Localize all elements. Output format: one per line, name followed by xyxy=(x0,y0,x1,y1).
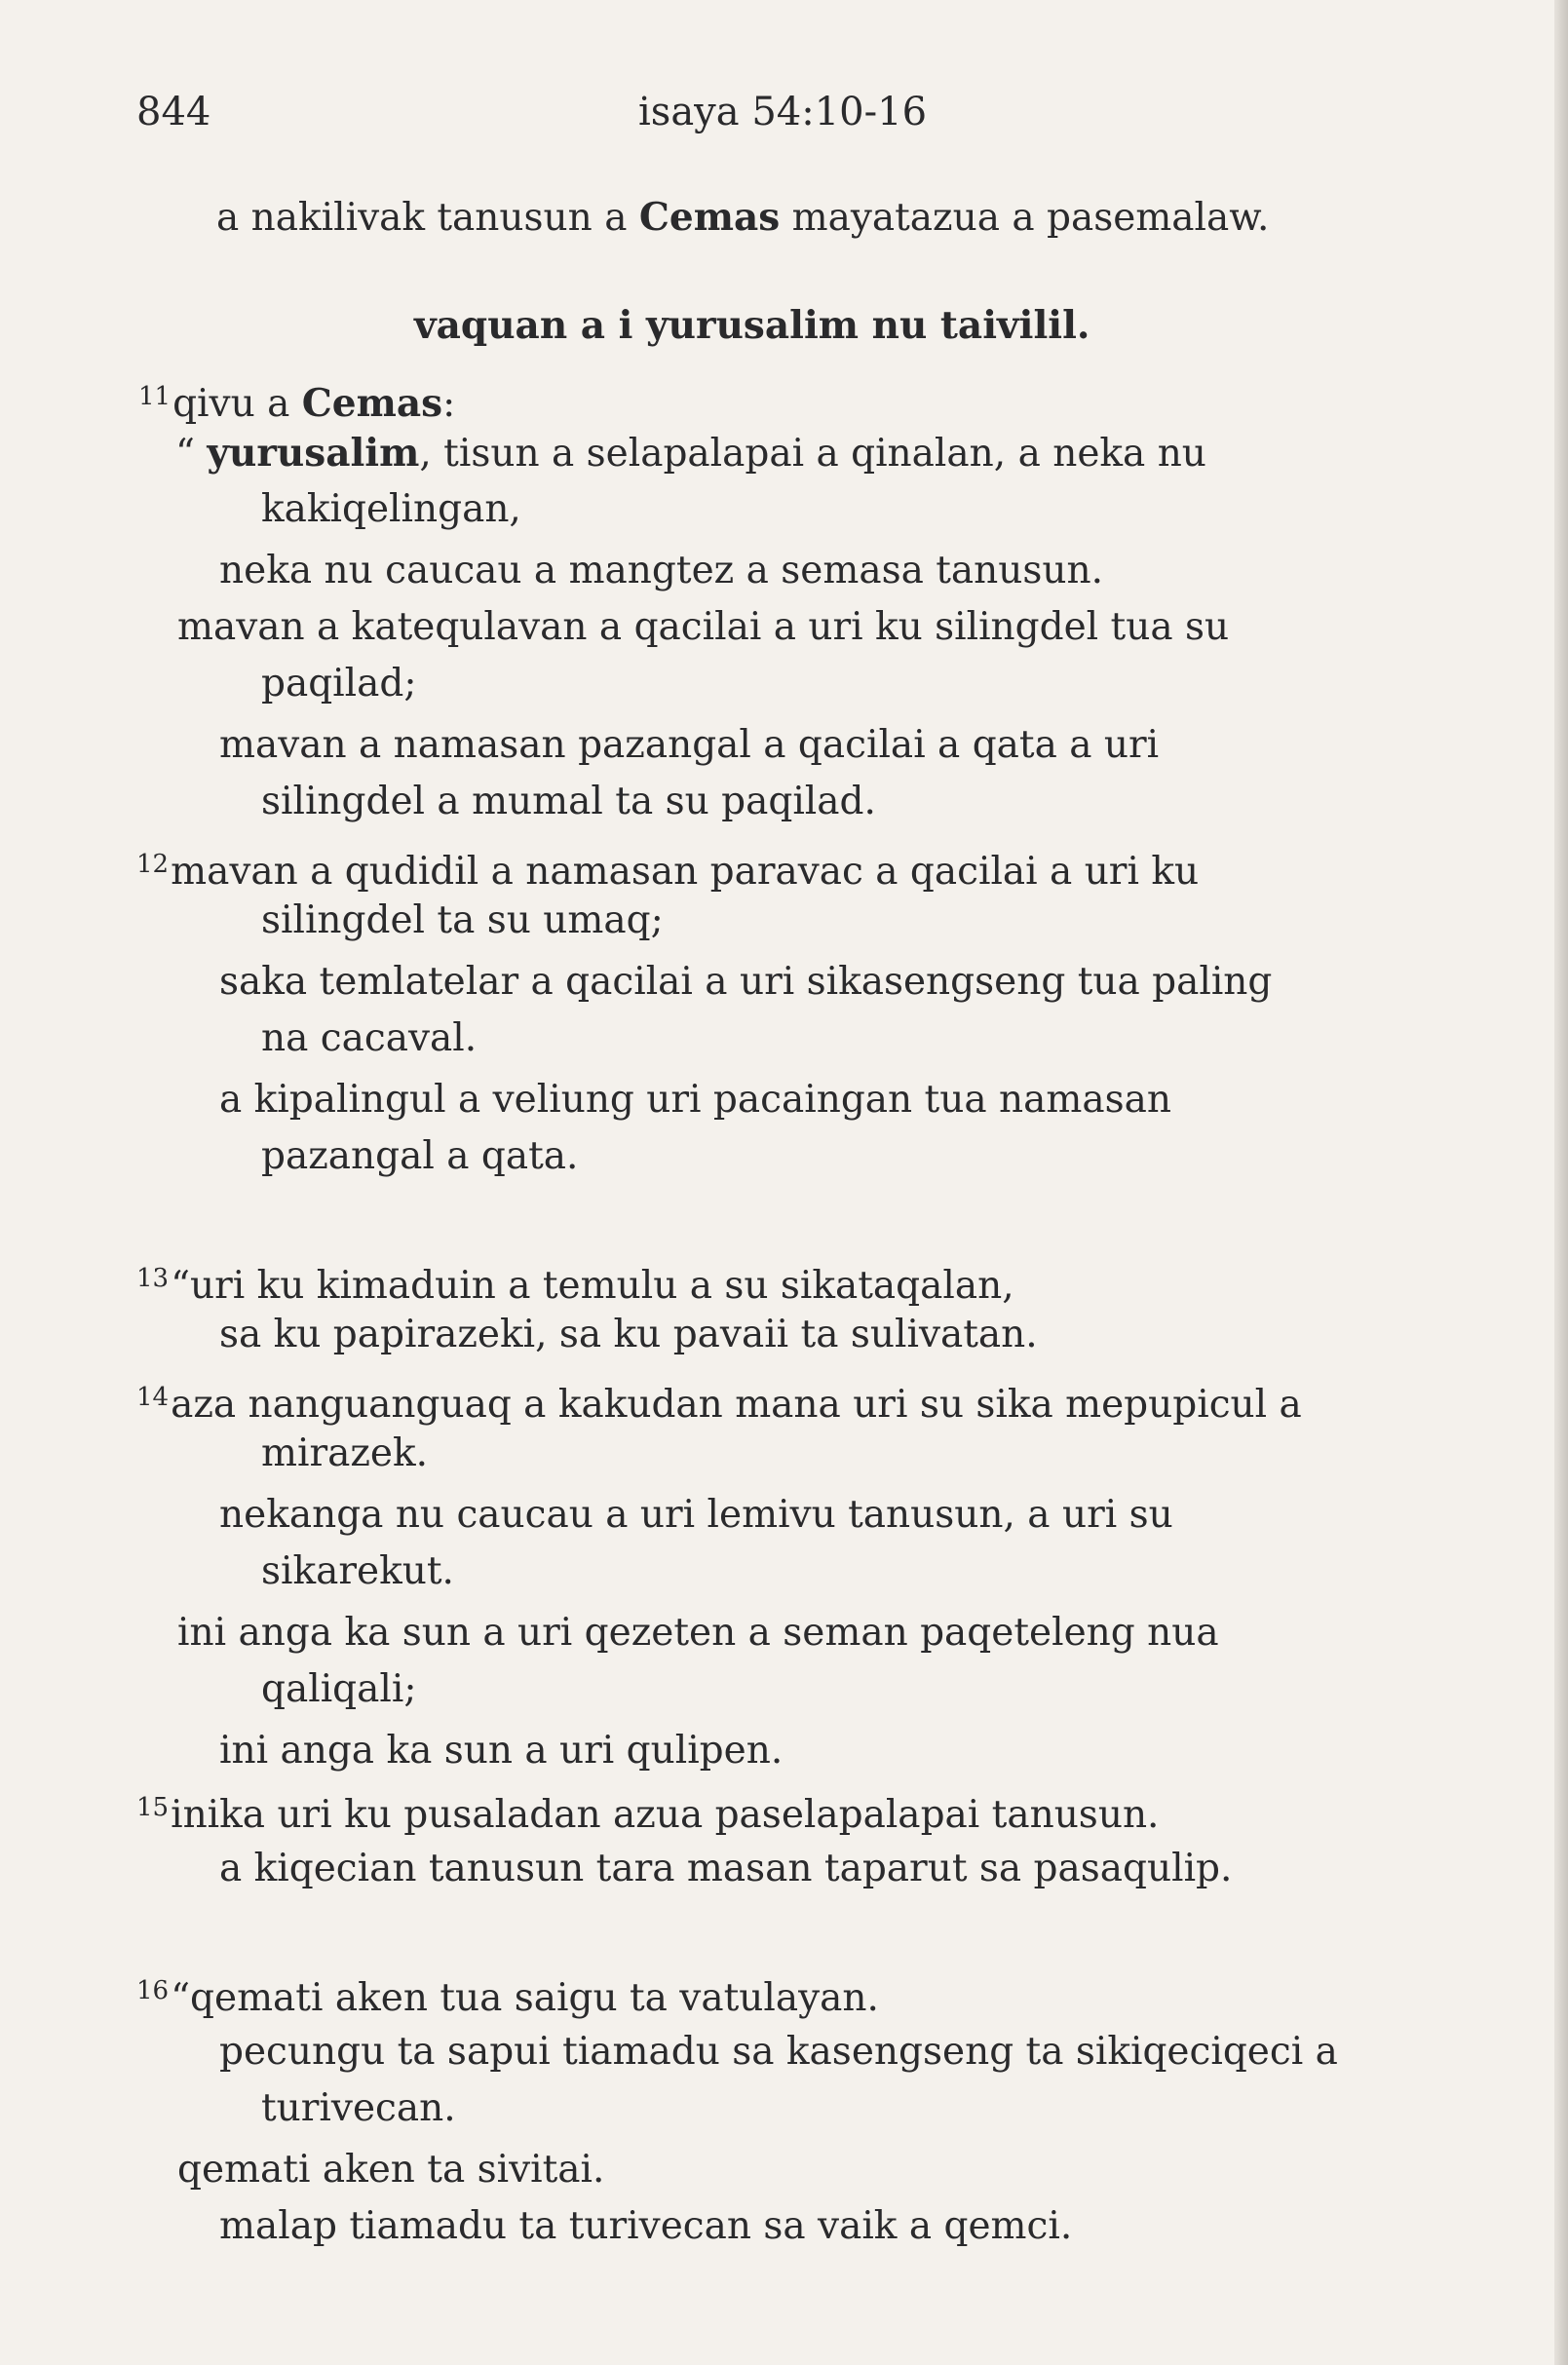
verse-number: 15 xyxy=(136,1793,170,1822)
verse-line: $^{14}$aza nanguanguaq a kakudan mana uri su sika mepupicul a xyxy=(136,1383,1302,1427)
verse-line: $^{13}$“uri ku kimaduin a temulu a su sikataqalan, xyxy=(136,1264,1014,1308)
verse-number: 13 xyxy=(136,1264,170,1293)
place-name: yurusalim xyxy=(207,431,420,476)
text-line: a nakilivak tanusun a Cemas mayatazua a pasemalaw. xyxy=(216,195,1270,240)
divine-name: Cemas xyxy=(301,381,443,426)
text-line: mirazek. xyxy=(261,1431,429,1475)
section-heading: vaquan a i yurusalim nu taivilil. xyxy=(414,303,1090,348)
text-line: silingdel ta su umaq; xyxy=(261,898,664,942)
text-line: ini anga ka sun a uri qezeten a seman paqeteleng nua xyxy=(177,1611,1219,1655)
text-line: a kiqecian tanusun tara masan taparut sa pasaqulip. xyxy=(219,1847,1233,1890)
verse-line: $^{12}$mavan a qudidil a namasan paravac a qacilai a uri ku xyxy=(136,850,1200,894)
text-line: “ yurusalim, tisun a selapalapai a qinalan, a neka nu xyxy=(175,431,1206,476)
text-line: nekanga nu caucau a uri lemivu tanusun, a uri su xyxy=(219,1493,1173,1537)
divine-name: Cemas xyxy=(638,195,781,240)
running-title: isaya 54:10-16 xyxy=(638,90,928,134)
text-line: qaliqali; xyxy=(261,1667,417,1711)
text-line: paqilad; xyxy=(261,662,417,706)
text-line: pazangal a qata. xyxy=(261,1134,579,1178)
verse-line: $^{11}$qivu a Cemas: xyxy=(138,381,456,426)
verse-number: 14 xyxy=(136,1383,170,1412)
text-line: sa ku papirazeki, sa ku pavaii ta sulivatan. xyxy=(219,1313,1038,1356)
text-line: na cacaval. xyxy=(261,1016,478,1060)
page-spine-shadow xyxy=(1554,0,1568,2365)
page-header xyxy=(136,90,1403,138)
text-line: malap tiamadu ta turivecan sa vaik a qemci. xyxy=(219,2204,1073,2248)
text-line: kakiqelingan, xyxy=(261,487,521,531)
text-line: pecungu ta sapui tiamadu sa kasengseng ta sikiqeciqeci a xyxy=(219,2030,1338,2074)
text-line: a kipalingul a veliung uri pacaingan tua namasan xyxy=(219,1078,1171,1122)
text-line: qemati aken ta sivitai. xyxy=(177,2148,605,2192)
verse-line: $^{16}$“qemati aken tua saigu ta vatulayan. xyxy=(136,1976,879,2020)
text-line: turivecan. xyxy=(261,2086,456,2130)
text-line: sikarekut. xyxy=(261,1549,454,1593)
text-line: silingdel a mumal ta su paqilad. xyxy=(261,780,876,823)
verse-line: $^{15}$inika uri ku pusaladan azua paselapalapai tanusun. xyxy=(136,1793,1160,1837)
text-line: mavan a katequlavan a qacilai a uri ku silingdel tua su xyxy=(177,605,1230,649)
text-line: neka nu caucau a mangtez a semasa tanusun. xyxy=(219,549,1104,592)
text-line: mavan a namasan pazangal a qacilai a qata a uri xyxy=(219,723,1160,767)
verse-number: 11 xyxy=(138,382,172,411)
text-line: ini anga ka sun a uri qulipen. xyxy=(219,1729,784,1773)
text-line: saka temlatelar a qacilai a uri sikasengseng tua paling xyxy=(219,960,1273,1004)
verse-number: 12 xyxy=(136,850,170,879)
verse-number: 16 xyxy=(136,1976,170,2005)
page-number: 844 xyxy=(136,90,211,134)
